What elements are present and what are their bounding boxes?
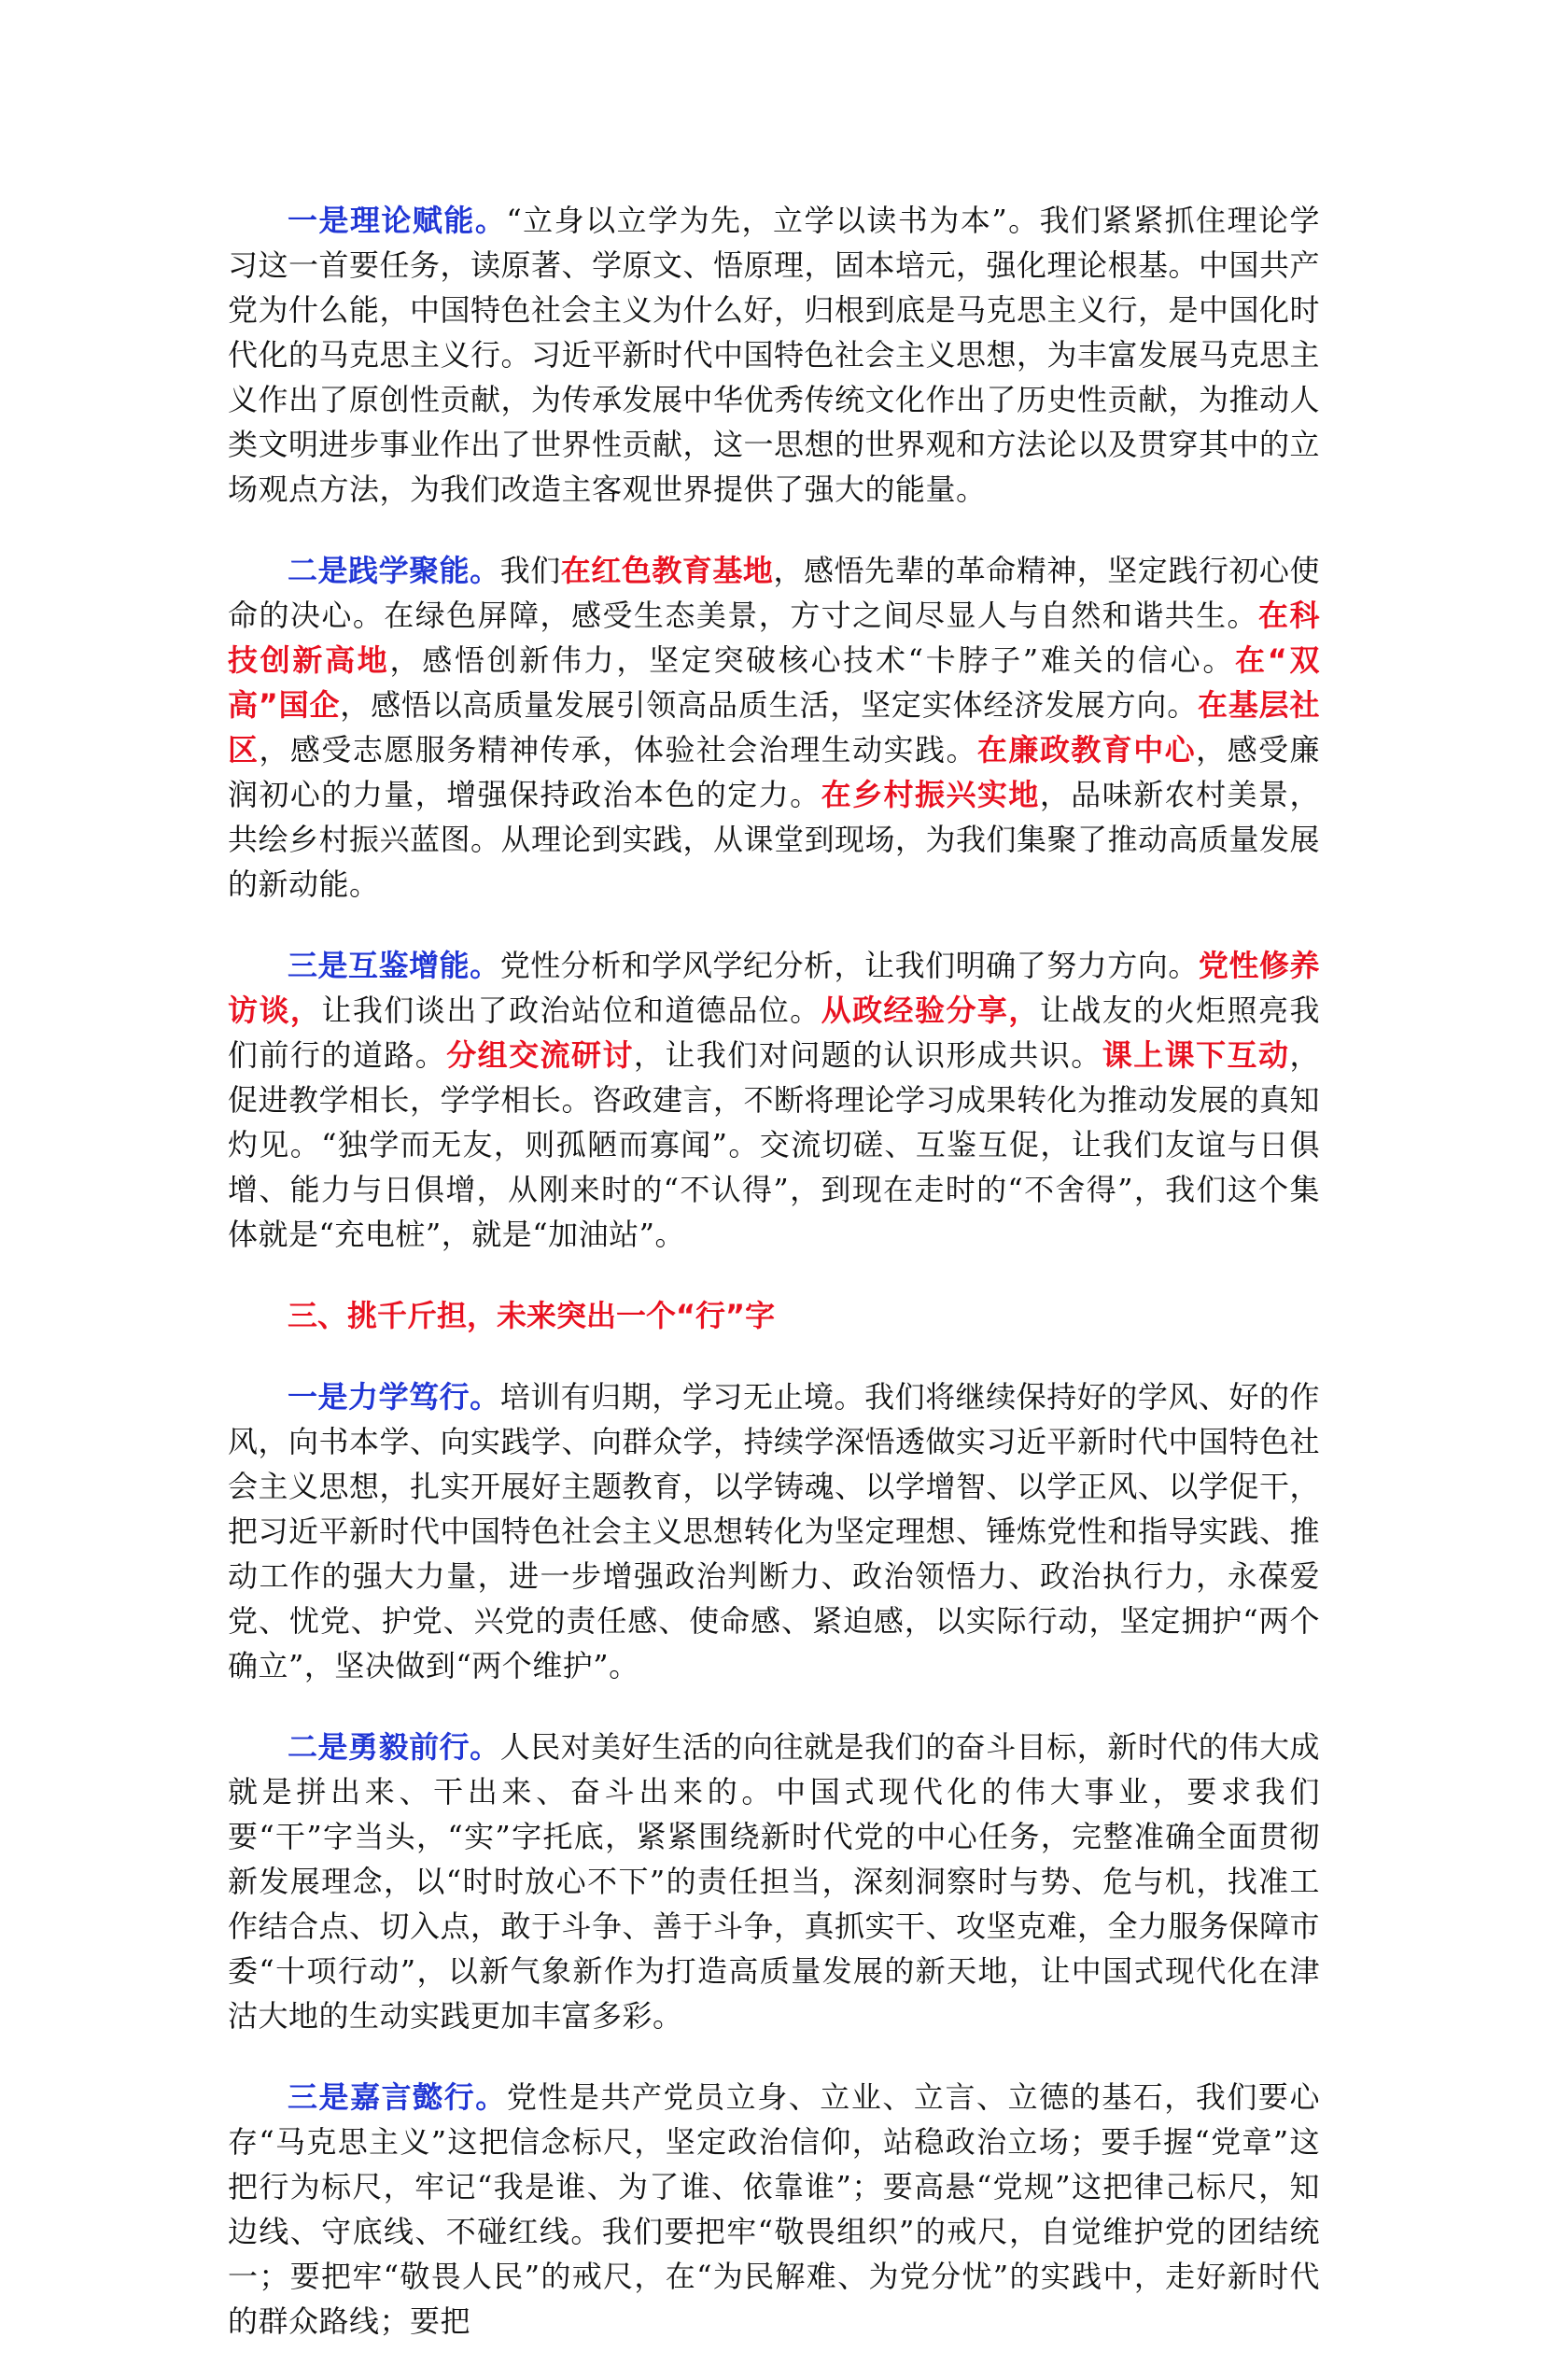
paragraph-good-conduct	[228, 2075, 1320, 2344]
highlight-experience-sharing: 从政经验分享，	[821, 993, 1040, 1028]
paragraph-text: 我们	[499, 553, 561, 588]
paragraph-lead: 二是践学聚能。	[288, 553, 500, 588]
paragraph-diligent-practice	[228, 1374, 1320, 1688]
paragraph-theory-empowerment	[228, 198, 1320, 512]
paragraph-text: ，感受廉润初心的力量，增强保持政治本色的定力。	[228, 732, 1320, 812]
paragraph-text: 人民对美好生活的向往就是我们的奋斗目标，新时代的伟大成就是拼出来、干出来、奋斗出来的。中国式现代化的伟大事业，要求我们要“干”字当头，“实”字托底，紧紧围绕新时代党的中心任务，完整准确全面贯彻新发展理念，以“时时放心不下”的责任担当，深刻洞察时与势、危与机，找准工作结合点、切入点，敢于斗争、善于斗争，真抓实干、攻坚克难，全力服务保障市委“十项行动”，以新气象新作为打造高质量发展的新天地，让中国式现代化在津沽大地的生动实践更加丰富多彩。	[228, 1729, 1321, 2034]
paragraph-text: 党性分析和学风学纪分析，让我们明确了努力方向。	[499, 948, 1199, 983]
paragraph-practice-empowerment	[228, 548, 1320, 907]
paragraph-lead: 二是勇毅前行。	[288, 1729, 500, 1765]
paragraph-text: 培训有归期，学习无止境。我们将继续保持好的学风、好的作风，向书本学、向实践学、向群众学，持续学深悟透做实习近平新时代中国特色社会主义思想，扎实开展好主题教育，以学铸魂、以学增智、以学正风、以学促干，把习近平新时代中国特色社会主义思想转化为坚定理想、锤炼党性和指导实践、推动工作的强大力量，进一步增强政治判断力、政治领悟力、政治执行力，永葆爱党、忧党、护党、兴党的责任感、使命感、紧迫感，以实际行动，坚定拥护“两个确立”，坚决做到“两个维护”。	[228, 1379, 1321, 1683]
paragraph-text: ，感悟以高质量发展引领高品质生活，坚定实体经济发展方向。	[340, 687, 1199, 723]
paragraph-text: ，让我们对问题的认识形成共识。	[633, 1037, 1102, 1073]
highlight-integrity-center: 在廉政教育中心	[976, 732, 1197, 768]
highlight-rural-revitalization: 在乡村振兴实地	[821, 777, 1040, 812]
paragraph-lead: 一是力学笃行。	[288, 1379, 500, 1415]
paragraph-text: ，感悟先辈的革命精神，坚定践行初心使命的决心。在绿色屏障，感受生态美景，方寸之间尽显人与自然和谐共生。	[228, 553, 1320, 633]
document-page	[228, 198, 1320, 2380]
paragraph-text: 让我们谈出了政治站位和道德品位。	[321, 993, 821, 1028]
highlight-state-enterprise: 在“双高”国企	[228, 642, 1320, 723]
highlight-grassroots-community: 在基层社区	[228, 687, 1320, 768]
paragraph-text: 党性是共产党员立身、立业、立言、立德的基石，我们要心存“马克思主义”这把信念标尺，坚定政治信仰，站稳政治立场；要手握“党章”这把行为标尺，牢记“我是谁、为了谁、依靠谁”；要高悬“党规”这把律己标尺，知边线、守底线、不碰红线。我们要把牢“敬畏组织”的戒尺，自觉维护党的团结统一；要把牢“敬畏人民”的戒尺，在“为民解难、为党分忧”的实践中，走好新时代的群众路线；要把	[228, 2079, 1320, 2339]
paragraph-lead: 三是互鉴增能。	[288, 948, 500, 983]
paragraph-brave-progress	[228, 1725, 1320, 2038]
paragraph-text: ，感悟创新伟力，坚定突破核心技术“卡脖子”难关的信心。	[389, 642, 1236, 678]
highlight-tech-innovation: 在科技创新高地	[228, 598, 1320, 678]
paragraph-mutual-learning	[228, 943, 1320, 1257]
paragraph-text: ，感受志愿服务精神传承，体验社会治理生动实践。	[259, 732, 977, 768]
highlight-class-interaction: 课上课下互动	[1102, 1037, 1290, 1073]
highlight-group-discussion: 分组交流研讨	[446, 1037, 634, 1073]
paragraph-text: ，促进教学相长，学学相长。咨政建言，不断将理论学习成果转化为推动发展的真知灼见。“独学而无友，则孤陋而寡闻”。交流切磋、互鉴互促，让我们友谊与日俱增、能力与日俱增，从刚来时的“不认得”，到现在走时的“不舍得”，我们这个集体就是“充电桩”，就是“加油站”。	[228, 1037, 1321, 1252]
paragraph-text: “立身以立学为先，立学以读书为本”。我们紧紧抓住理论学习这一首要任务，读原著、学原文、悟原理，固本培元，强化理论根基。中国共产党为什么能，中国特色社会主义为什么好，归根到底是马克思主义行，是中国化时代化的马克思主义行。习近平新时代中国特色社会主义思想，为丰富发展马克思主义作出了原创性贡献，为传承发展中华优秀传统文化作出了历史性贡献，为推动人类文明进步事业作出了世界性贡献，这一思想的世界观和方法论以及贯穿其中的立场观点方法，为我们改造主客观世界提供了强大的能量。	[228, 203, 1321, 507]
paragraph-lead: 三是嘉言懿行。	[288, 2079, 507, 2115]
section-heading-three: 三、挑千斤担，未来突出一个“行”字	[288, 1298, 776, 1333]
paragraph-lead: 一是理论赋能。	[288, 203, 507, 238]
highlight-party-interview: 党性修养访谈，	[228, 948, 1320, 1028]
paragraph-text: 让战友的火炬照亮我们前行的道路。	[228, 993, 1320, 1073]
highlight-red-education-base: 在红色教育基地	[560, 553, 774, 588]
paragraph-text: ，品味新农村美景，共绘乡村振兴蓝图。从理论到实践，从课堂到现场，为我们集聚了推动高质量发展的新动能。	[228, 777, 1321, 902]
